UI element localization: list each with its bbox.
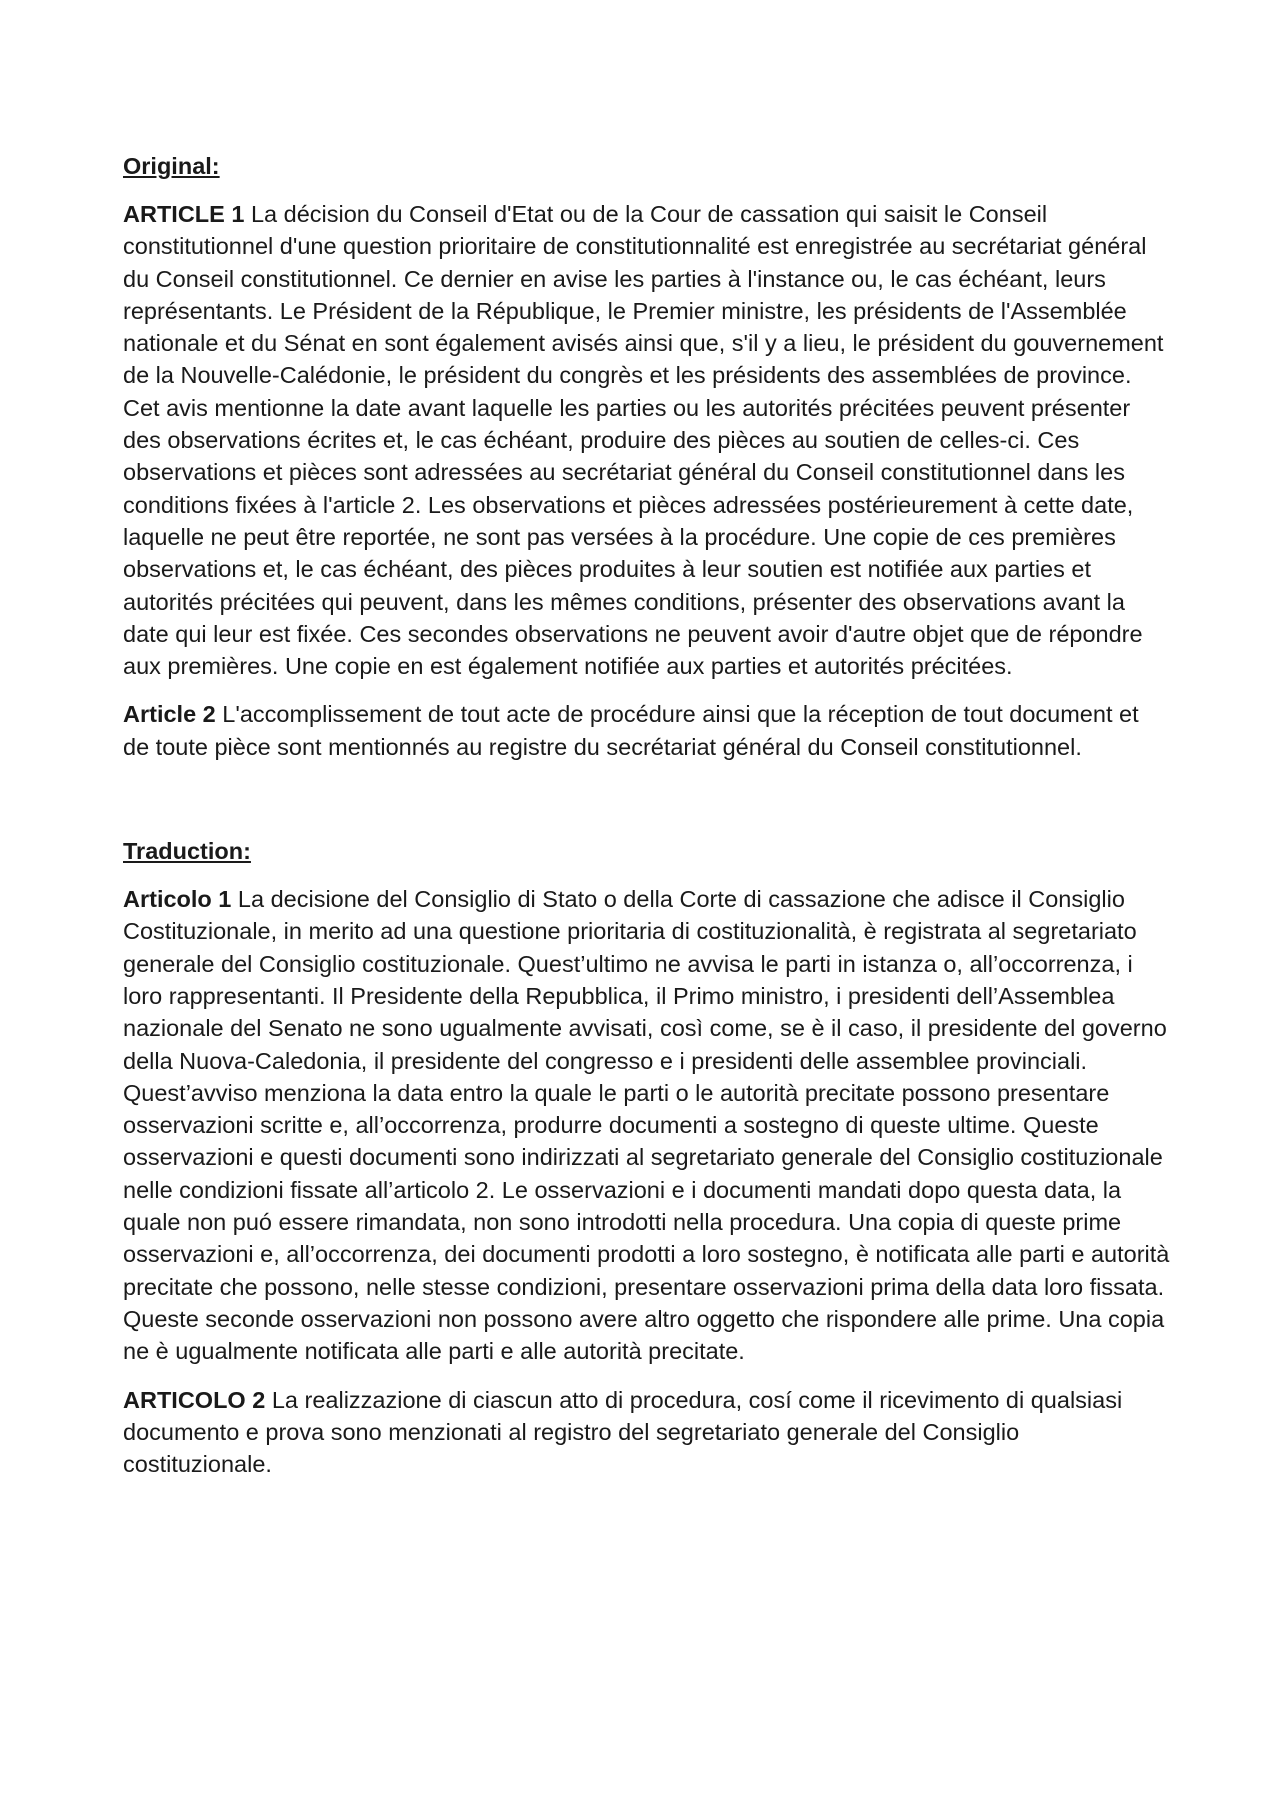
- translation-heading: Traduction:: [123, 838, 251, 865]
- original-article-1-label: ARTICLE 1: [123, 201, 245, 227]
- original-article-2: [123, 698, 1170, 763]
- original-article-1: [123, 198, 1170, 682]
- original-heading: Original:: [123, 153, 220, 179]
- original-article-1-text: La décision du Conseil d'Etat ou de la Cour de cassation qui saisit le Conseil constitutionnel d'une question prioritaire de constitutionnalité est enregistrée au secrétariat général du Conseil constitutionnel. Ce dernier en avise les parties à l'instance ou, le cas échéant, leurs représentants. Le Président de la République, le Premier ministre, les présidents de l'Assemblée nationale et du Sénat en sont également avisés ainsi que, s'il y a lieu, le président du gouvernement de la Nouvelle-Calédonie, le président du congrès et les présidents des assemblées de province. Cet avis mentionne la date avant laquelle les parties ou les autorités précitées peuvent présenter des observations écrites et, le cas échéant, produire des pièces au soutien de celles-ci. Ces observations et pièces sont adressées au secrétariat général du Conseil constitutionnel dans les conditions fixées à l'article 2. Les observations et pièces adressées postérieurement à cette date, laquelle ne peut être reportée, ne sont pas versées à la procédure. Une copie de ces premières observations et, le cas échéant, des pièces produites à leur soutien est notifiée aux parties et autorités précitées qui peuvent, dans les mêmes conditions, présenter des observations avant la date qui leur est fixée. Ces secondes observations ne peuvent avoir d'autre objet que de répondre aux premières. Une copie en est également notifiée aux parties et autorités précitées.: [123, 201, 1164, 680]
- translation-section: [123, 835, 1170, 1480]
- original-article-2-label: Article 2: [123, 701, 216, 728]
- translation-article-1-text: La decisione del Consiglio di Stato o della Corte di cassazione che adisce il Consiglio Costituzionale, in merito ad una questione prioritaria di costituzionalità, è registrata al segretariato generale del Consiglio costituzionale. Quest’ultimo ne avvisa le parti in istanza o, all’occorrenza, i loro rappresentanti. Il Presidente della Repubblica, il Primo ministro, i presidenti dell’Assemblea nazionale del Senato ne sono ugualmente avvisati, così come, se è il caso, il presidente del governo della Nuova-Caledonia, il presidente del congresso e i presidenti delle assemblee provinciali. Quest’avviso menziona la data entro la quale le parti o le autorità precitate possono presentare osservazioni scritte e, all’occorrenza, produrre documenti a sostegno di queste ultime. Queste osservazioni e questi documenti sono indirizzati al segretariato generale del Consiglio costituzionale nelle condizioni fissate all’articolo 2. Le osservazioni e i documenti mandati dopo questa data, la quale non puó essere rimandata, non sono introdotti nella procedura. Una copia di queste prime osservazioni e, all’occorrenza, dei documenti prodotti a loro sostegno, è notificata alle parti e autorità precitate che possono, nelle stesse condizioni, presentare osservazioni prima della data loro fissata. Queste seconde osservazioni non possono avere altro oggetto che rispondere alle prime. Una copia ne è ugualmente notificata alle parti e alle autorità precitate.: [123, 886, 1170, 1365]
- translation-article-1-label: Articolo 1: [123, 886, 232, 913]
- original-section: [123, 150, 1170, 763]
- original-article-2-text: L'accomplissement de tout acte de procédure ainsi que la réception de tout document et de toute pièce sont mentionnés au registre du secrétariat général du Conseil constitutionnel.: [123, 701, 1139, 760]
- translation-article-2: [123, 1384, 1170, 1481]
- translation-article-2-text: La realizzazione di ciascun atto di procedura, cosí come il ricevimento di qualsiasi documento e prova sono menzionati al registro del segretariato generale del Consiglio costituzionale.: [123, 1386, 1123, 1478]
- translation-article-1: [123, 883, 1170, 1367]
- translation-article-2-label: ARTICOLO 2: [123, 1386, 266, 1413]
